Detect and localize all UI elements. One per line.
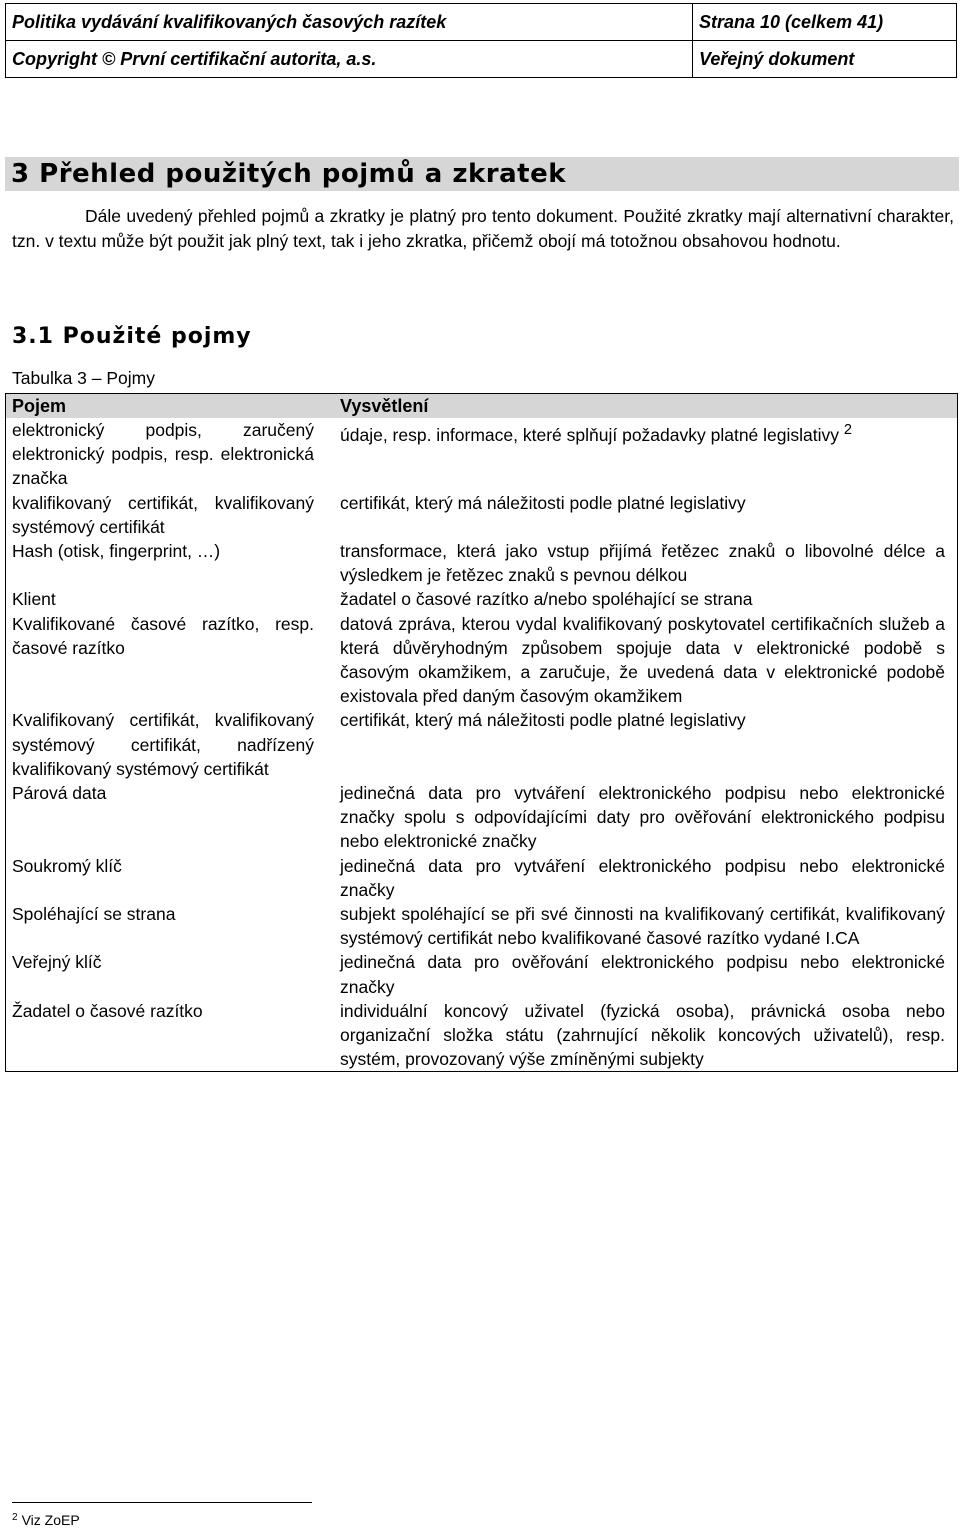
classification-label: Veřejný dokument: [693, 41, 957, 78]
document-title: Politika vydávání kvalifikovaných časových razítek: [6, 4, 693, 41]
term-cell: Párová data: [12, 783, 107, 804]
term-cell: Hash (otisk, fingerprint, …): [12, 541, 221, 562]
table-row: [6, 491, 958, 539]
footnote-number: 2: [12, 1512, 18, 1523]
table-row: [6, 418, 958, 491]
table-row: [6, 781, 958, 854]
section-heading: 3 Přehled použitých pojmů a zkratek: [5, 157, 959, 191]
explanation-cell: individuální koncový uživatel (fyzická osoba), právnická osoba nebo organizační složka státu (zahrnující několik koncových uživatelů), resp. systém, provozovaný výše zmíněnými subjekty: [340, 1000, 945, 1070]
explanation-cell: certifikát, který má náležitosti podle platné legislativy: [340, 710, 746, 731]
term-cell: Žadatel o časové razítko: [12, 1000, 203, 1021]
term-cell: Veřejný klíč: [12, 952, 102, 973]
term-cell: Kvalifikovaný certifikát, kvalifikovaný systémový certifikát, nadřízený kvalifikovaný systémový certifikát: [12, 710, 314, 779]
table-row: [6, 854, 958, 902]
terms-table: [5, 393, 958, 1072]
table-header-row: [6, 394, 958, 419]
term-cell: Klient: [12, 589, 56, 610]
table-caption: Tabulka 3 – Pojmy: [12, 368, 155, 388]
explanation-cell: transformace, která jako vstup přijímá řetězec znaků o libovolné délce a výsledkem je řetězec znaků s pevnou délkou: [340, 541, 945, 586]
column-header-term: Pojem: [6, 394, 321, 419]
explanation-cell: subjekt spoléhající se při své činnosti na kvalifikovaný certifikát, kvalifikovaný systémový certifikát nebo kvalifikované časové razítko vydané I.CA: [340, 904, 945, 949]
table-row: [6, 950, 958, 998]
term-cell: Soukromý klíč: [12, 855, 122, 876]
explanation-cell: jedinečná data pro vytváření elektronického podpisu nebo elektronické značky spolu s odpovídajícími daty pro ověřování elektronického podpisu nebo elektronické značky: [340, 783, 945, 852]
explanation-cell: žadatel o časové razítko a/nebo spoléhající se strana: [340, 589, 753, 610]
table-row: [6, 999, 958, 1072]
explanation-text: údaje, resp. informace, které splňují požadavky platné legislativy: [340, 424, 840, 445]
explanation-cell: [320, 418, 958, 491]
explanation-cell: certifikát, který má náležitosti podle platné legislativy: [340, 492, 746, 513]
subsection-heading: 3.1 Použité pojmy: [12, 324, 252, 349]
table-row: [6, 539, 958, 587]
term-cell: elektronický podpis, zaručený elektronický podpis, resp. elektronická značka: [12, 420, 314, 489]
page-number: Strana 10 (celkem 41): [693, 4, 957, 41]
term-cell: Kvalifikované časové razítko, resp. časové razítko: [12, 613, 314, 658]
table-row: [6, 902, 958, 950]
footnote-text: Viz ZoEP: [21, 1512, 80, 1528]
explanation-cell: datová zpráva, kterou vydal kvalifikovaný poskytovatel certifikačních služeb a která důvěryhodným způsobem spojuje data v elektronické podobě s časovým okamžikem, a zaručuje, že uvedená data v elektronické podobě existovala před daným časovým okamžikem: [340, 613, 945, 707]
table-row: [6, 587, 958, 611]
footnote-ref[interactable]: 2: [843, 422, 852, 438]
footnote: [12, 1512, 80, 1528]
term-cell: Spoléhající se strana: [12, 904, 176, 925]
copyright-notice: Copyright © První certifikační autorita, a.s.: [6, 41, 693, 78]
footnote-separator: [12, 1502, 312, 1503]
intro-paragraph: Dále uvedený přehled pojmů a zkratky je platný pro tento dokument. Použité zkratky mají alternativní charakter, tzn. v textu může být použit jak plný text, tak i jeho zkratka, přičemž obojí má totožnou obsahovou hodnotu.: [12, 206, 954, 251]
table-row: [6, 612, 958, 709]
column-header-explanation: Vysvětlení: [320, 394, 958, 419]
explanation-cell: jedinečná data pro vytváření elektronického podpisu nebo elektronické značky: [340, 855, 945, 900]
page-header: [5, 3, 957, 78]
explanation-cell: jedinečná data pro ověřování elektronického podpisu nebo elektronické značky: [340, 952, 945, 997]
table-row: [6, 708, 958, 781]
term-cell: kvalifikovaný certifikát, kvalifikovaný systémový certifikát: [12, 492, 314, 537]
